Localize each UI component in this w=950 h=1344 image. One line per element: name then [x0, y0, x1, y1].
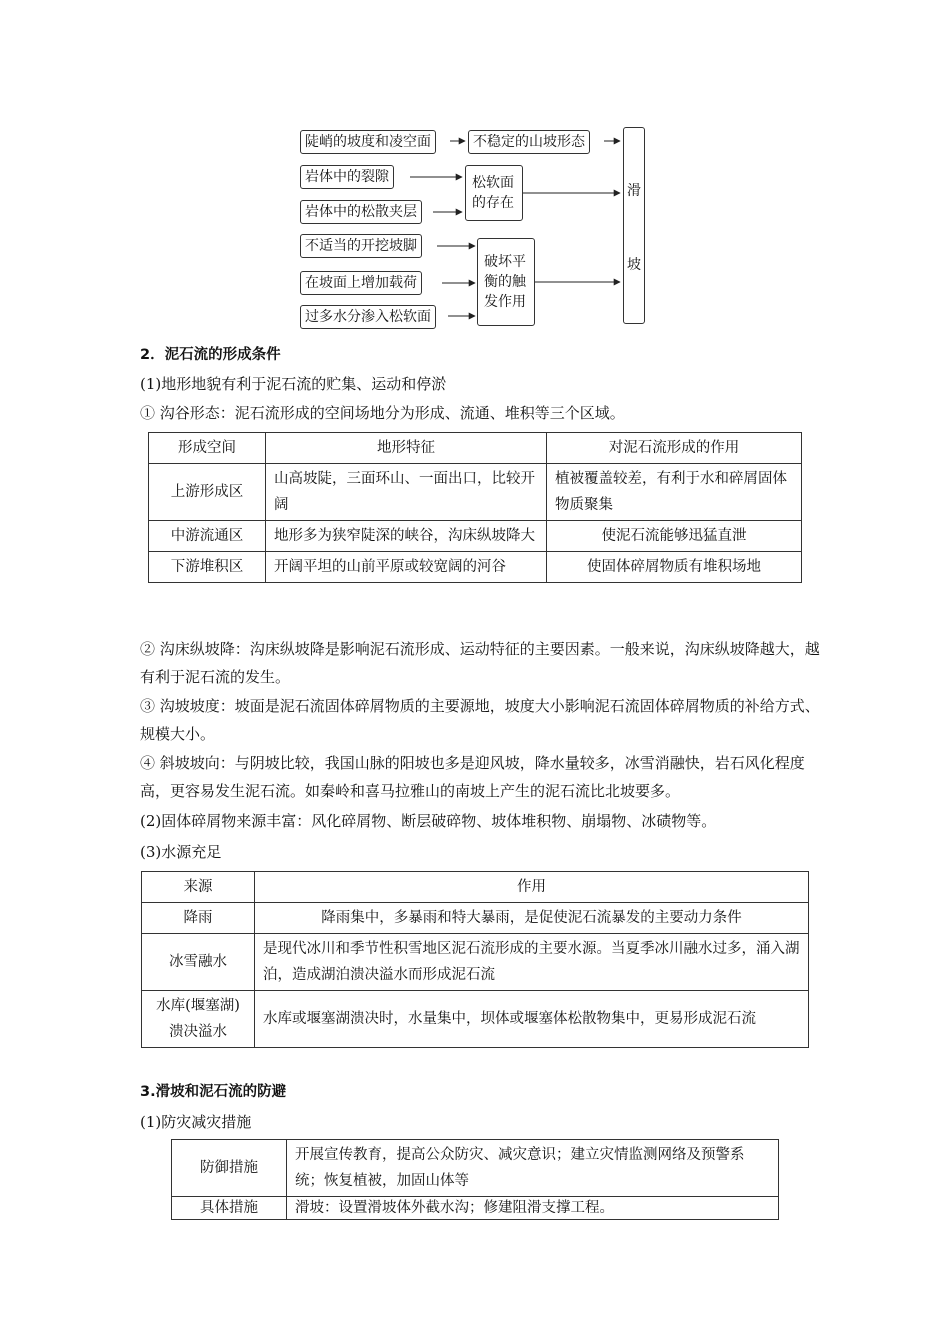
table-header: 来源 [142, 872, 255, 903]
factor-box: 不适当的开挖坡脚 [300, 234, 422, 258]
paragraph: (1)地形地貌有利于泥石流的贮集、运动和停淤 [140, 375, 447, 393]
paragraph: ① 沟谷形态：泥石流形成的空间场地分为形成、流通、堆积等三个区域。 [140, 404, 625, 422]
table-cell: 开阔平坦的山前平原或较宽阔的河谷 [266, 552, 547, 583]
table-cell: 使泥石流能够迅猛直泄 [547, 521, 802, 552]
soft-layer-box: 松软面的存在 [465, 165, 523, 221]
unstable-slope-box: 不稳定的山坡形态 [468, 130, 590, 154]
paragraph: (3)水源充足 [140, 843, 222, 861]
section-heading: 3.滑坡和泥石流的防避 [140, 1084, 287, 1100]
paragraph: (2)固体碎屑物来源丰富：风化碎屑物、断层破碎物、坡体堆积物、崩塌物、冰碛物等。 [140, 812, 717, 830]
paragraph: ④ 斜坡坡向：与阴坡比较，我国山脉的阳坡也多是迎风坡，降水量较多，冰雪消融快，岩石风化程度高，更容易发生泥石流。如秦岭和喜马拉雅山的南坡上产生的泥石流比北坡要多。 [140, 754, 805, 800]
table-cell: 上游形成区 [149, 464, 266, 521]
paragraph: (1)防灾减灾措施 [140, 1113, 252, 1131]
table-cell: 开展宣传教育，提高公众防灾、减灾意识；建立灾情监测网络及预警系统；恢复植被，加固山体等 [287, 1140, 779, 1197]
table-cell: 地形多为狭窄陡深的峡谷，沟床纵坡降大 [266, 521, 547, 552]
paragraph: ③ 沟坡坡度：坡面是泥石流固体碎屑物质的主要源地，坡度大小影响泥石流固体碎屑物质的补给方式、规模大小。 [140, 697, 820, 743]
table-cell: 下游堆积区 [149, 552, 266, 583]
landslide-result-box: 滑 坡 [623, 127, 645, 324]
section-heading: 2．泥石流的形成条件 [140, 347, 281, 363]
table-header: 作用 [255, 872, 809, 903]
table-cell: 是现代冰川和季节性积雪地区泥石流形成的主要水源。当夏季冰川融水过多，涌入湖泊，造成湖泊溃决溢水而形成泥石流 [255, 934, 809, 991]
table-row [142, 934, 809, 991]
table-cell: 植被覆盖较差，有利于水和碎屑固体物质聚集 [547, 464, 802, 521]
table-cell: 降雨集中，多暴雨和特大暴雨，是促使泥石流暴发的主要动力条件 [255, 903, 809, 934]
trigger-box: 破坏平衡的触发作用 [477, 238, 535, 326]
table-header: 形成空间 [149, 433, 266, 464]
table-cell: 降雨 [142, 903, 255, 934]
table-cell: 中游流通区 [149, 521, 266, 552]
table-cell: 冰雪融水 [142, 934, 255, 991]
table-row [149, 521, 802, 552]
table-cell: 滑坡：设置滑坡体外截水沟；修建阻滑支撑工程。 [287, 1197, 779, 1220]
factor-box: 在坡面上增加载荷 [300, 271, 422, 295]
paragraph: ② 沟床纵坡降：沟床纵坡降是影响泥石流形成、运动特征的主要因素。一般来说，沟床纵坡降越大，越有利于泥石流的发生。 [140, 640, 820, 686]
table-cell: 使固体碎屑物质有堆积场地 [547, 552, 802, 583]
table-cell: 水库(堰塞湖)溃决溢水 [142, 991, 255, 1048]
table-cell: 山高坡陡，三面环山、一面出口，比较开阔 [266, 464, 547, 521]
table-row [149, 464, 802, 521]
table-cell: 水库或堰塞湖溃决时，水量集中，坝体或堰塞体松散物集中，更易形成泥石流 [255, 991, 809, 1048]
table-header-row [149, 433, 802, 464]
water-source-table [141, 871, 809, 1048]
table-header-row [142, 872, 809, 903]
factor-box: 岩体中的裂隙 [300, 165, 394, 189]
table-header: 对泥石流形成的作用 [547, 433, 802, 464]
table-header: 地形特征 [266, 433, 547, 464]
table-row [149, 552, 802, 583]
prevention-table [171, 1139, 779, 1220]
factor-box: 过多水分渗入松软面 [300, 305, 436, 329]
factor-box: 岩体中的松散夹层 [300, 200, 422, 224]
table-cell: 防御措施 [172, 1140, 287, 1197]
table-row [142, 991, 809, 1048]
table-row [172, 1140, 779, 1197]
table-row [142, 903, 809, 934]
factor-box: 陡峭的坡度和凌空面 [300, 130, 436, 154]
formation-zone-table [148, 432, 802, 583]
table-row [172, 1197, 779, 1220]
table-cell: 具体措施 [172, 1197, 287, 1220]
